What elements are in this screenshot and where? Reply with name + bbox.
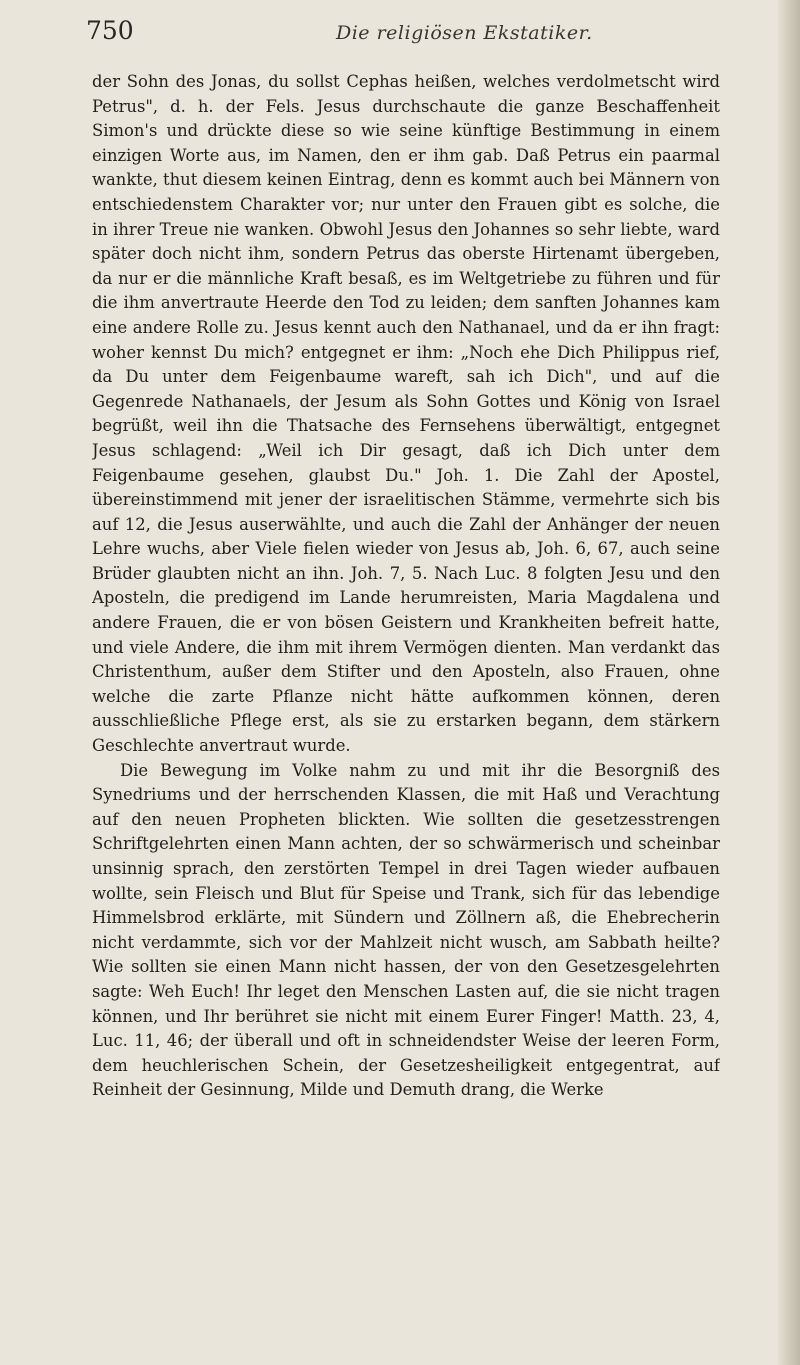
paragraph: der Sohn des Jonas, du sollst Cephas heißen, welches verdolmetscht wird Petrus", d. h. der Fels. Jesus durchschaute die ganze Beschaffenheit Simon's und drückte diese so wie seine künftige Bestimmung in einem einzigen Worte aus, im Namen, den er ihm gab. Daß Petrus ein paarmal wankte, thut diesem keinen Eintrag, denn es kommt auch bei Männern von entschiedenstem Charakter vor; nur unter den Frauen gibt es solche, die in ihrer Treue nie wanken. Obwohl Jesus den Johannes so sehr liebte, ward später doch nicht ihm, sondern Petrus das oberste Hirtenamt übergeben, da nur er die männliche Kraft besaß, es im Weltgetriebe zu führen und für die ihm anvertraute Heerde den Tod zu leiden; dem sanften Johannes kam eine andere Rolle zu. Jesus kennt auch den Nathanael, und da er ihn fragt: woher kennst Du mich? entgegnet er ihm: „Noch ehe Dich Philippus rief, da Du unter dem Feigenbaume wareft, sah ich Dich", und auf die Gegenrede Nathanaels, der Jesum als Sohn Gottes und König von Israel begrüßt, weil ihn die Thatsache des Fernsehens überwältigt, entgegnet Jesus schlagend: „Weil ich Dir gesagt, daß ich Dich unter dem Feigenbaume gesehen, glaubst Du." Joh. 1. Die Zahl der Apostel, übereinstimmend mit jener der israelitischen Stämme, vermehrte sich bis auf 12, die Jesus auserwählte, und auch die Zahl der Anhänger der neuen Lehre wuchs, aber Viele fielen wieder von Jesus ab, Joh. 6, 67, auch seine Brüder glaubten nicht an ihn. Joh. 7, 5. Nach Luc. 8 folgten Jesu und den Aposteln, die predigend im Lande herumreisten, Maria Magdalena und andere Frauen, die er von bösen Geistern und Krankheiten befreit hatte, und viele Andere, die ihm mit ihrem Vermögen dienten. Man verdankt das Christenthum, außer dem Stifter und den Aposteln, also Frauen, ohne welche die zarte Pflanze nicht hätte aufkommen können, deren ausschließliche Pflege erst, als sie zu erstarken begann, dem stärkern Geschlechte anvertraut wurde.: [92, 72, 720, 756]
page-binding-edge: [778, 0, 800, 1365]
page-number: 750: [86, 16, 134, 45]
running-title: Die religiösen Ekstatiker.: [336, 22, 593, 44]
page-header: [86, 14, 740, 54]
paragraph: Die Bewegung im Volke nahm zu und mit ihr die Besorgniß des Synedriums und der herrschenden Klassen, die mit Haß und Verachtung auf den neuen Propheten blickten. Wie sollten die gesetzesstrengen Schriftgelehrten einen Mann achten, der so schwärmerisch und scheinbar unsinnig sprach, den zerstörten Tempel in drei Tagen wieder aufbauen wollte, sein Fleisch und Blut für Speise und Trank, sich für das lebendige Himmelsbrod erklärte, mit Sündern und Zöllnern aß, die Ehebrecherin nicht verdammte, sich vor der Mahlzeit nicht wusch, am Sabbath heilte? Wie sollten sie einen Mann nicht hassen, der von den Gesetzesgelehrten sagte: Weh Euch! Ihr leget den Menschen Lasten auf, die sie nicht tragen können, und Ihr berühret sie nicht mit einem Eurer Finger! Matth. 23, 4, Luc. 11, 46; der überall und oft in schneidendster Weise der leeren Form, dem heuchlerischen Schein, der Gesetzesheiligkeit entgegentrat, auf Reinheit der Gesinnung, Milde und Demuth drang, die Werke: [92, 760, 720, 1100]
body-text: [92, 70, 720, 1342]
